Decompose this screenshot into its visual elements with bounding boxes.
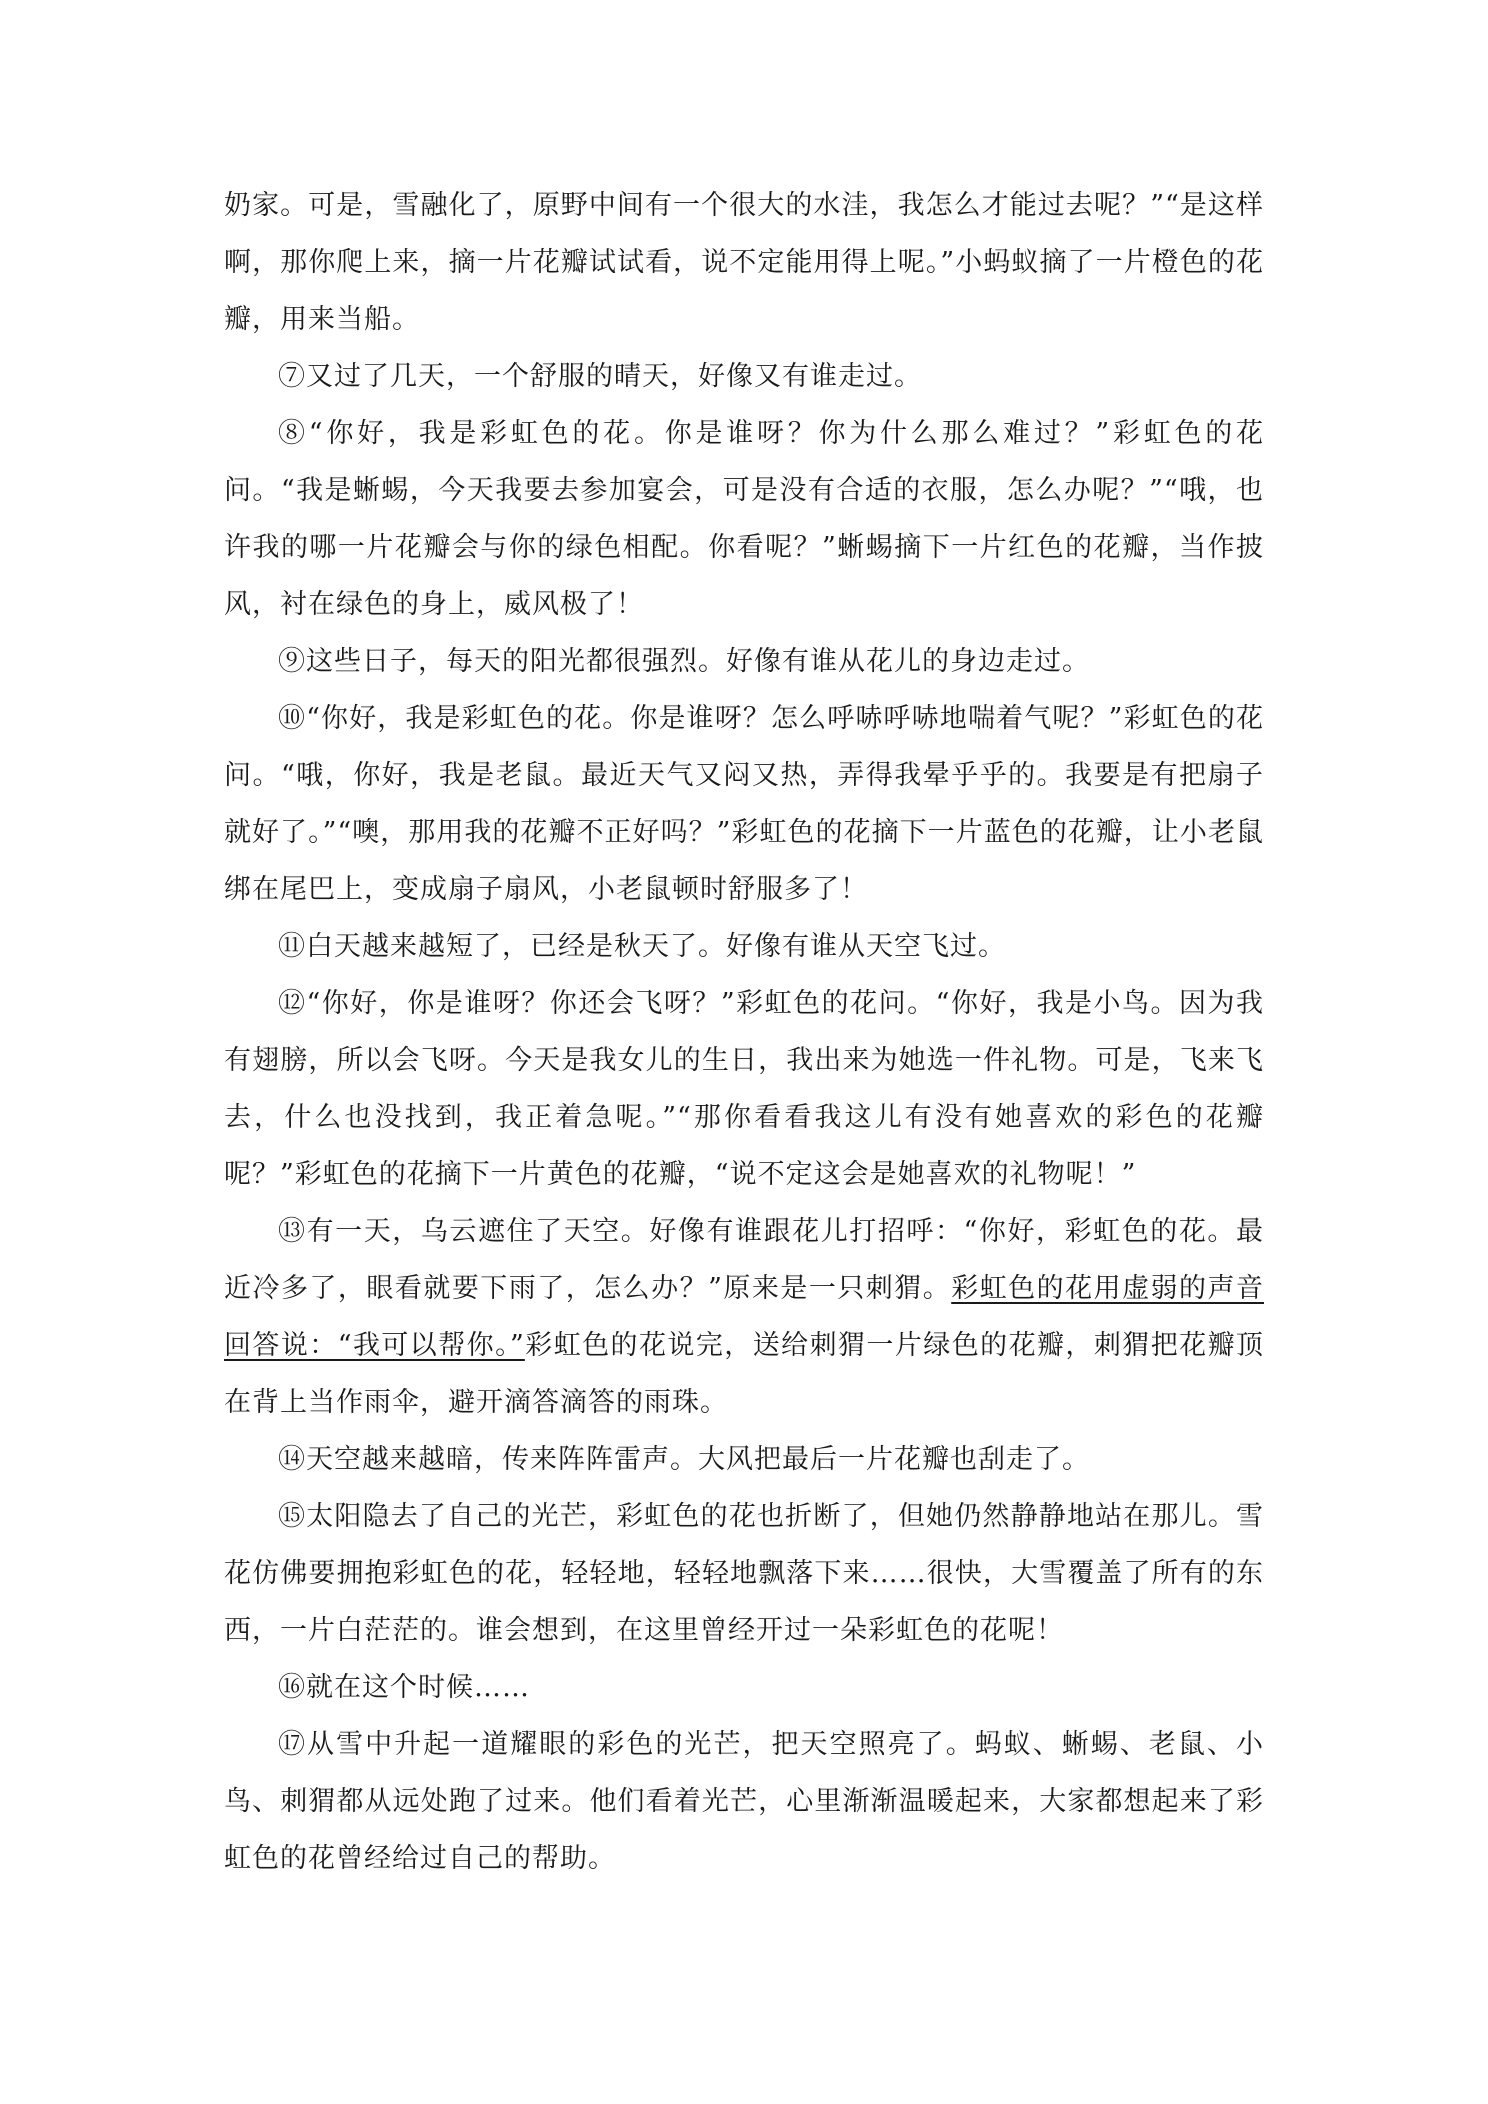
paragraph-8: ⑧“你好，我是彩虹色的花。你是谁呀？你为什么那么难过？”彩虹色的花问。“我是蜥蜴，今天我要去参加宴会，可是没有合适的衣服，怎么办呢？”“哦，也许我的哪一片花瓣会与你的绿色相配。你看呢？”蜥蜴摘下一片红色的花瓣，当作披风，衬在绿色的身上，威风极了！ (224, 418, 1264, 620)
paragraph-11: ⑪白天越来越短了，已经是秋天了。好像有谁从天空飞过。 (278, 931, 1006, 962)
document-page (224, 177, 1264, 1887)
paragraph-13-underlined-sentence: 彩虹色的花用虚弱的声音回答说：“我可以帮你。” (224, 1273, 1264, 1361)
paragraph-13 (224, 1203, 1264, 1431)
paragraph-12: ⑫“你好，你是谁呀？你还会飞呀？”彩虹色的花问。“你好，我是小鸟。因为我有翅膀，所以会飞呀。今天是我女儿的生日，我出来为她选一件礼物。可是，飞来飞去，什么也没找到，我正着急呢。”“那你看看我这儿有没有她喜欢的彩色的花瓣呢？”彩虹色的花摘下一片黄色的花瓣，“说不定这会是她喜欢的礼物呢！” (224, 988, 1264, 1190)
paragraph-6-continued: 奶家。可是，雪融化了，原野中间有一个很大的水洼，我怎么才能过去呢？”“是这样啊，那你爬上来，摘一片花瓣试试看，说不定能用得上呢。”小蚂蚁摘了一片橙色的花瓣，用来当船。 (224, 190, 1264, 335)
paragraph-16: ⑯就在这个时候…… (278, 1672, 530, 1703)
paragraph-17: ⑰从雪中升起一道耀眼的彩色的光芒，把天空照亮了。蚂蚁、蜥蜴、老鼠、小鸟、刺猬都从远处跑了过来。他们看着光芒，心里渐渐温暖起来，大家都想起来了彩虹色的花曾经给过自己的帮助。 (224, 1729, 1264, 1874)
paragraph-14: ⑭天空越来越暗，传来阵阵雷声。大风把最后一片花瓣也刮走了。 (278, 1444, 1090, 1475)
paragraph-9: ⑨这些日子，每天的阳光都很强烈。好像有谁从花儿的身边走过。 (278, 646, 1090, 677)
paragraph-7: ⑦又过了几天，一个舒服的晴天，好像又有谁走过。 (278, 361, 922, 392)
paragraph-13-after: 彩虹色的花说完，送给刺猬一片绿色的花瓣，刺猬把花瓣顶在背上当作雨伞，避开滴答滴答的雨珠。 (224, 1330, 1265, 1418)
paragraph-15: ⑮太阳隐去了自己的光芒，彩虹色的花也折断了，但她仍然静静地站在那儿。雪花仿佛要拥抱彩虹色的花，轻轻地，轻轻地飘落下来……很快，大雪覆盖了所有的东西，一片白茫茫的。谁会想到，在这里曾经开过一朵彩虹色的花呢！ (224, 1501, 1264, 1646)
paragraph-13-before: ⑬有一天，乌云遮住了天空。好像有谁跟花儿打招呼：“你好，彩虹色的花。最近冷多了，眼看就要下雨了，怎么办？”原来是一只刺猬。 (224, 1216, 1264, 1304)
paragraph-10: ⑩“你好，我是彩虹色的花。你是谁呀？怎么呼哧呼哧地喘着气呢？”彩虹色的花问。“哦，你好，我是老鼠。最近天气又闷又热，弄得我晕乎乎的。我要是有把扇子就好了。”“噢，那用我的花瓣不正好吗？”彩虹色的花摘下一片蓝色的花瓣，让小老鼠绑在尾巴上，变成扇子扇风，小老鼠顿时舒服多了！ (224, 703, 1264, 905)
